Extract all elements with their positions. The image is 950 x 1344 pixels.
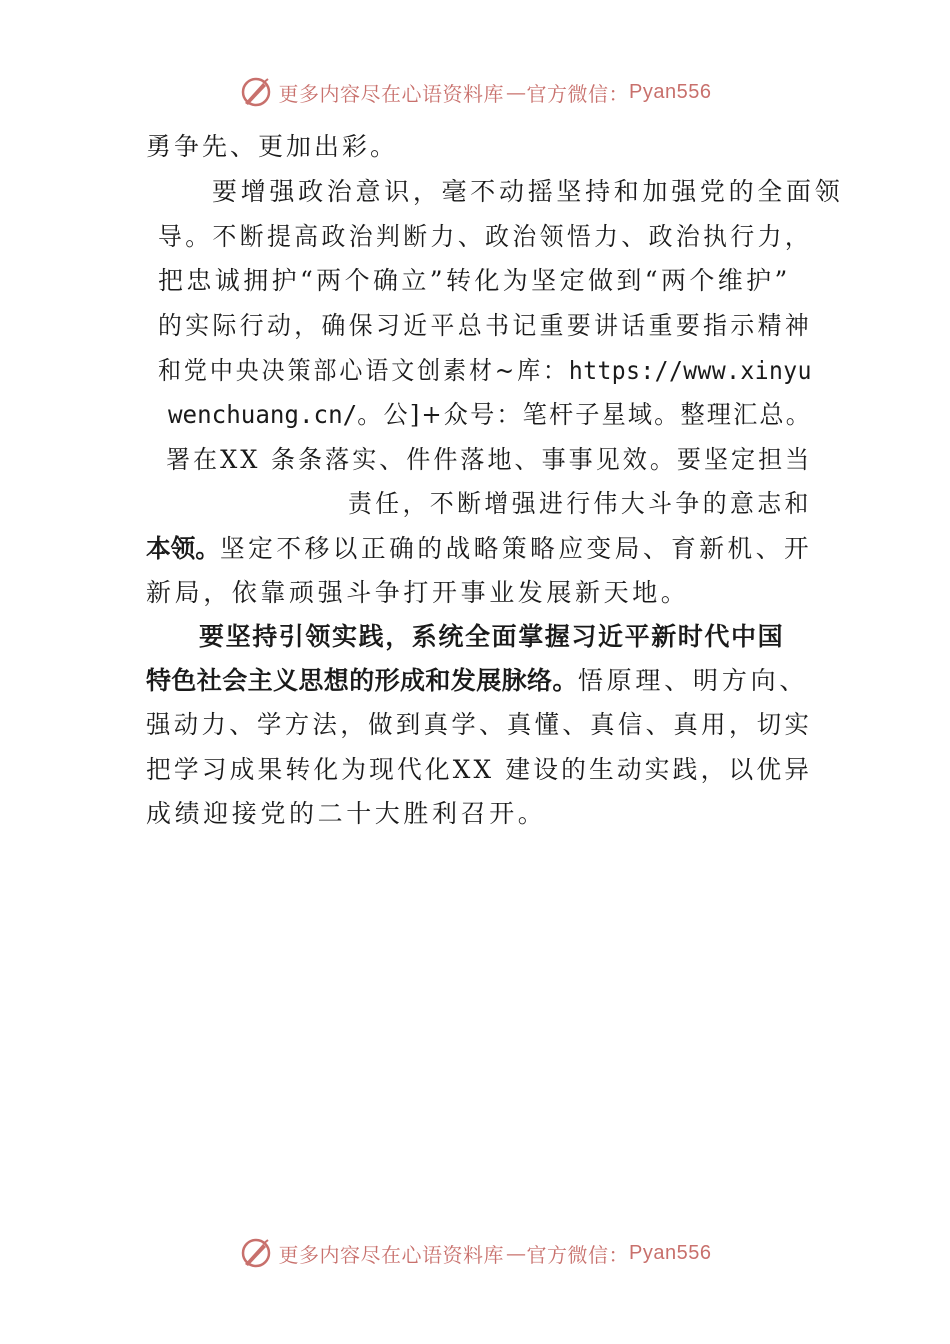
watermark-wechat-label: 官方微信： [526, 1242, 630, 1267]
doc-line-7 [168, 400, 812, 430]
doc-line-13-text: 悟原理、明方向、 [577, 666, 809, 695]
watermark-site: 更多内容尽在心语资料库 [278, 1242, 505, 1267]
doc-line-11: 新局，依靠顽强斗争打开事业发展新天地。 [146, 578, 690, 607]
doc-line-4: 把忠诚拥护“两个确立”转化为坚定做到“两个维护” [158, 266, 791, 295]
doc-line-2-text: 要增强政治意识，毫不动摇坚持和加强党的全面领 [212, 177, 844, 206]
doc-line-8: 署在XX 条条落实、件件落地、事事见效。要坚定担当 [166, 445, 813, 474]
doc-line-3: 导。不断提高政治判断力、政治领悟力、政治执行力， [158, 222, 813, 251]
footer-watermark [0, 1231, 950, 1275]
doc-line-7-url: wenchuang.cn/ [168, 400, 358, 429]
doc-line-7-text: 。公]+众号：笔杆子星域。整理汇总。 [357, 400, 813, 429]
doc-line-16: 成绩迎接党的二十大胜利召开。 [146, 799, 547, 828]
pen-logo-icon [239, 1236, 273, 1270]
doc-line-2 [212, 177, 844, 207]
doc-line-6 [158, 356, 812, 386]
doc-line-6-url: https://www.xinyu [568, 356, 812, 385]
doc-line-10 [146, 534, 812, 564]
doc-line-12: 要坚持引领实践，系统全面掌握习近平新时代中国 [199, 622, 785, 651]
doc-line-10-bold: 本领。 [146, 534, 220, 563]
watermark-dash: — [506, 80, 527, 104]
watermark-wechat-id: Pyan556 [629, 80, 712, 103]
doc-line-5: 的实际行动，确保习近平总书记重要讲话重要指示精神 [158, 311, 813, 340]
header-watermark [0, 70, 950, 114]
doc-line-13 [146, 666, 808, 696]
doc-line-6-text: 和党中央决策部心语文创素材~库： [158, 356, 569, 385]
pen-logo-icon [239, 75, 273, 109]
doc-line-13-bold: 特色社会主义思想的形成和发展脉络。 [146, 666, 578, 695]
doc-line-14: 强动力、学方法，做到真学、真懂、真信、真用，切实 [146, 710, 813, 739]
doc-line-10-text: 坚定不移以正确的战略策略应变局、育新机、开 [219, 534, 813, 563]
doc-line-9: 责任，不断增强进行伟大斗争的意志和 [348, 489, 812, 518]
doc-line-15: 把学习成果转化为现代化XX 建设的生动实践，以优异 [146, 755, 813, 784]
watermark-wechat-label: 官方微信： [526, 81, 630, 106]
watermark-wechat-id: Pyan556 [629, 1241, 712, 1264]
watermark-dash: — [506, 1241, 527, 1265]
doc-line-1: 勇争先、更加出彩。 [146, 132, 399, 161]
watermark-site: 更多内容尽在心语资料库 [278, 81, 505, 106]
